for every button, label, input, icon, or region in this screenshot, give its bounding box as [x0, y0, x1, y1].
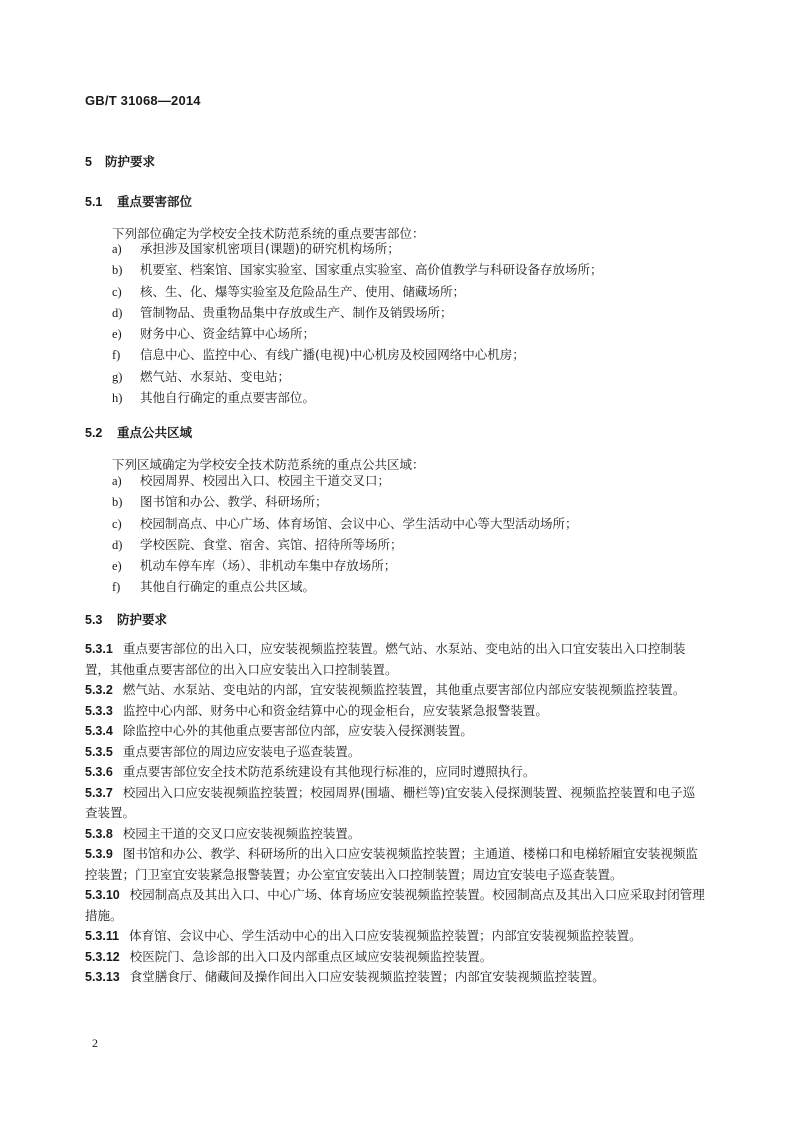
section-5-heading — [85, 152, 155, 170]
clause-text: 图书馆和办公、教学、科研场所的出入口应安装视频监控装置；主通道、楼梯口和电梯轿厢宜安装视频监控装置；门卫室宜安装紧急报警装置；办公室宜安装出入口控制装置；周边宜安装电子巡查装置。 — [85, 846, 698, 882]
list-item-text: 核、生、化、爆等实验室及危险品生产、使用、储藏场所； — [140, 283, 466, 299]
clause-number: 5.3.5 — [85, 744, 113, 759]
section-5-1-lead: 下列部位确定为学校安全技术防范系统的重点要害部位： — [112, 226, 425, 241]
clause-text: 食堂膳食厅、储藏间及操作间出入口应安装视频监控装置；内部宜安装视频监控装置。 — [129, 969, 605, 984]
clause-number: 5.3.2 — [85, 683, 113, 697]
clause-text: 除监控中心外的其他重点要害部位内部，应安装入侵探测装置。 — [122, 723, 473, 738]
clause-text: 校园出入口应安装视频监控装置；校园周界(围墙、栅栏等)宜安装入侵探测装置、视频监控装置和电子巡查装置。 — [85, 784, 696, 820]
clause-text: 校园制高点及其出入口、中心广场、体育场应安装视频监控装置。校园制高点及其出入口应采取封闭管理措施。 — [85, 887, 705, 923]
list-item — [112, 491, 578, 512]
clause-number: 5.3.9 — [85, 847, 113, 861]
list-item-text: 信息中心、监控中心、有线广播(电视)中心机房及校园网络中心机房； — [140, 347, 525, 363]
list-item-text: 其他自行确定的重点要害部位。 — [140, 390, 316, 406]
clause-number: 5.3.4 — [85, 724, 113, 738]
list-marker: b) — [112, 263, 123, 278]
list-item — [112, 238, 603, 259]
list-item-text: 机动车停车库（场）、非机动车集中存放场所； — [140, 558, 397, 574]
section-5-3-heading — [85, 610, 167, 628]
clause-5-3-1 — [85, 639, 705, 680]
list-item — [112, 259, 603, 280]
section-5-2-number: 5.2 — [85, 426, 103, 440]
list-marker: b) — [112, 495, 123, 510]
list-item-text: 校园制高点、中心广场、体育场馆、会议中心、学生活动中心等大型活动场所； — [140, 515, 578, 531]
clause-5-3-7 — [85, 783, 705, 824]
list-marker: d) — [112, 305, 123, 320]
page-number: 2 — [92, 1036, 98, 1050]
list-marker: f) — [112, 348, 121, 363]
clause-number: 5.3.1 — [85, 642, 113, 656]
list-item — [112, 470, 578, 491]
clause-text: 重点要害部位的出入口，应安装视频监控装置。燃气站、水泵站、变电站的出入口宜安装出入口控制装置，其他重点要害部位的出入口应安装出入口控制装置。 — [85, 641, 686, 677]
clause-5-3-5 — [85, 742, 705, 763]
list-marker: e) — [112, 559, 122, 574]
list-item — [112, 387, 603, 408]
section-5-3-clauses — [85, 639, 705, 988]
clause-number: 5.3.10 — [85, 888, 120, 902]
list-marker: h) — [112, 391, 123, 406]
clause-number: 5.3.12 — [85, 949, 120, 964]
clause-text: 燃气站、水泵站、变电站的内部，宜安装视频监控装置，其他重点要害部位内部应安装视频监控装置。 — [122, 682, 686, 697]
list-marker: c) — [112, 284, 122, 299]
clause-number: 5.3.3 — [85, 703, 113, 718]
clause-number: 5.3.11 — [85, 929, 120, 943]
list-marker: g) — [112, 369, 123, 384]
list-marker: a) — [112, 242, 122, 256]
section-5-1-heading — [85, 192, 192, 210]
clause-text: 体育馆、会议中心、学生活动中心的出入口应安装视频监控装置；内部宜安装视频监控装置。 — [129, 928, 642, 943]
clause-text: 监控中心内部、财务中心和资金结算中心的现金柜台，应安装紧急报警装置。 — [122, 702, 548, 718]
section-5-title: 防护要求 — [105, 154, 156, 169]
clause-5-3-11 — [85, 926, 705, 947]
standard-code: GB/T 31068—2014 — [85, 93, 201, 108]
clause-number: 5.3.7 — [85, 785, 113, 800]
list-item — [112, 281, 603, 302]
section-5-2-title: 重点公共区域 — [117, 425, 193, 440]
clause-5-3-3 — [85, 701, 705, 722]
clause-5-3-13 — [85, 967, 705, 988]
list-item — [112, 513, 578, 534]
section-5-1-number: 5.1 — [85, 195, 103, 209]
section-5-2-heading — [85, 423, 192, 441]
list-marker: f) — [112, 580, 121, 595]
clause-text: 校医院门、急诊部的出入口及内部重点区域应安装视频监控装置。 — [129, 948, 493, 964]
clause-5-3-4 — [85, 721, 705, 742]
clause-5-3-10 — [85, 885, 705, 926]
list-item — [112, 366, 603, 387]
list-item — [112, 323, 603, 344]
list-item — [112, 576, 578, 597]
list-marker: e) — [112, 327, 122, 342]
list-item — [112, 302, 603, 323]
clause-5-3-9 — [85, 844, 705, 885]
list-item-text: 校园周界、校园出入口、校园主干道交叉口； — [140, 473, 391, 488]
section-5-number: 5 — [85, 155, 92, 169]
list-item — [112, 344, 603, 365]
clause-number: 5.3.13 — [85, 970, 120, 984]
list-item-text: 学校医院、食堂、宿舍、宾馆、招待所等场所； — [140, 536, 403, 552]
clause-text: 校园主干道的交叉口应安装视频监控装置。 — [122, 825, 361, 841]
list-item-text: 财务中心、资金结算中心场所； — [140, 326, 316, 342]
section-5-1-list — [112, 238, 603, 408]
clause-5-3-12 — [85, 947, 705, 968]
section-5-3-title: 防护要求 — [117, 612, 168, 627]
list-marker: a) — [112, 474, 122, 488]
clause-text: 重点要害部位的周边应安装电子巡查装置。 — [122, 743, 361, 759]
clause-text: 重点要害部位安全技术防范系统建设有其他现行标准的，应同时遵照执行。 — [122, 764, 536, 779]
list-item — [112, 534, 578, 555]
list-item — [112, 555, 578, 576]
list-item-text: 图书馆和办公、教学、科研场所； — [140, 494, 328, 510]
list-item-text: 管制物品、贵重物品集中存放或生产、制作及销毁场所； — [140, 304, 453, 320]
clause-number: 5.3.6 — [85, 765, 113, 779]
section-5-3-number: 5.3 — [85, 613, 103, 627]
clause-5-3-8 — [85, 824, 705, 845]
clause-5-3-2 — [85, 680, 705, 701]
section-5-2-list — [112, 470, 578, 598]
clause-number: 5.3.8 — [85, 826, 113, 841]
clause-5-3-6 — [85, 762, 705, 783]
list-item-text: 承担涉及国家机密项目(课题)的研究机构场所； — [140, 241, 400, 256]
list-item-text: 机要室、档案馆、国家实验室、国家重点实验室、高价值教学与科研设备存放场所； — [140, 262, 603, 278]
list-marker: d) — [112, 537, 123, 552]
list-item-text: 燃气站、水泵站、变电站； — [140, 368, 291, 384]
list-marker: c) — [112, 516, 122, 531]
list-item-text: 其他自行确定的重点公共区域。 — [140, 579, 316, 595]
section-5-2-lead: 下列区域确定为学校安全技术防范系统的重点公共区域： — [112, 457, 425, 472]
section-5-1-title: 重点要害部位 — [117, 194, 193, 209]
